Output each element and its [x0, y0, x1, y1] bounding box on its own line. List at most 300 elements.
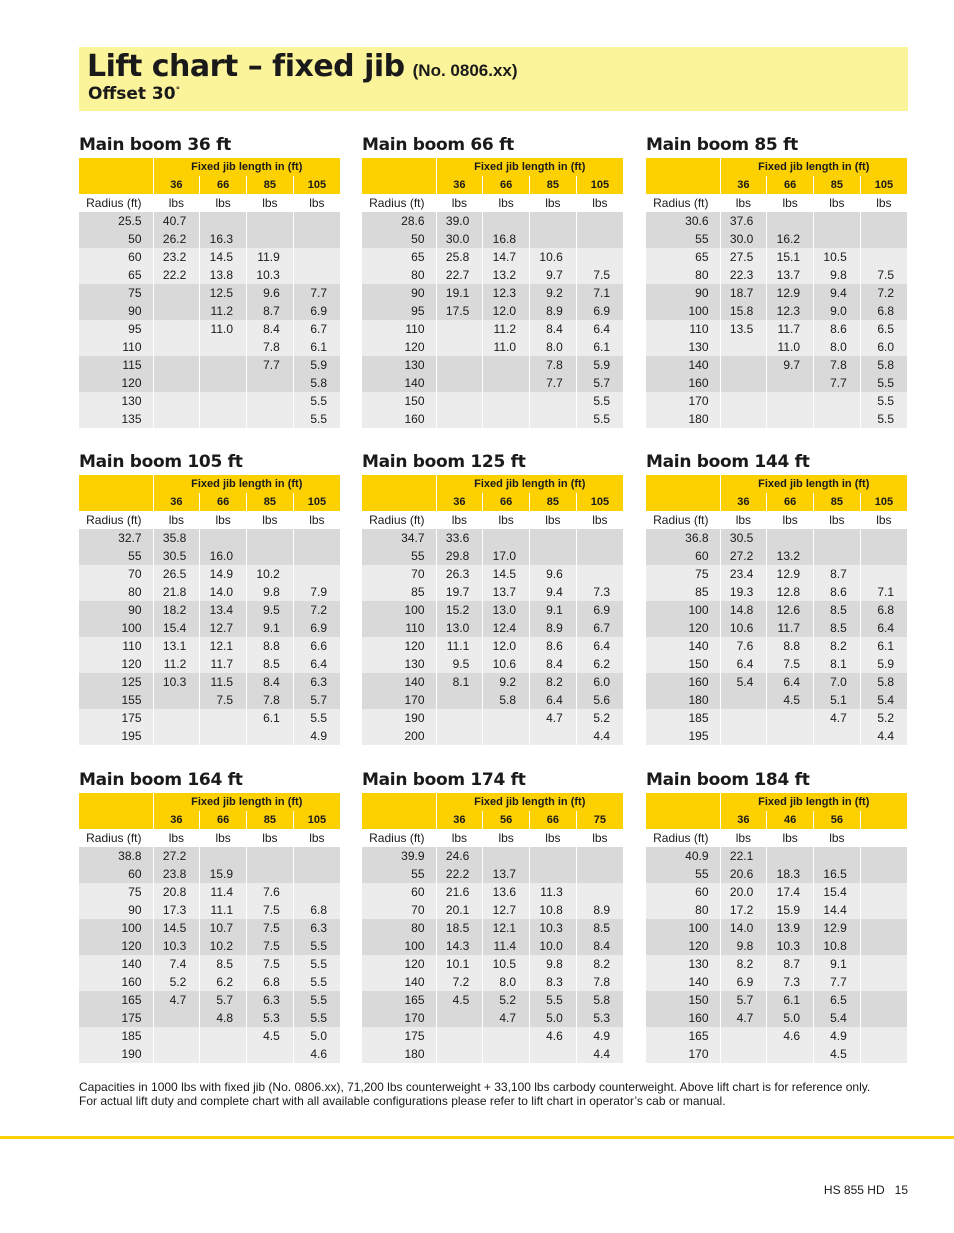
table-row: [646, 212, 907, 230]
capacity-cell: [860, 565, 907, 583]
radius-cell: 38.8: [79, 847, 153, 865]
capacity-cell: 7.9: [293, 583, 340, 601]
capacity-cell: 6.4: [530, 691, 577, 709]
radius-cell: 110: [362, 619, 436, 637]
radius-cell: 170: [646, 392, 720, 410]
capacity-cell: 30.0: [720, 230, 767, 248]
radius-cell: 70: [362, 901, 436, 919]
capacity-cell: [860, 973, 907, 991]
capacity-cell: 10.3: [153, 673, 200, 691]
radius-cell: 190: [79, 1045, 153, 1063]
jib-length-header: 85: [247, 811, 294, 829]
jib-length-header: 85: [530, 176, 577, 194]
unit-label: lbs: [814, 829, 861, 847]
capacity-cell: 12.1: [200, 637, 247, 655]
table-row: [79, 583, 340, 601]
radius-cell: 30.6: [646, 212, 720, 230]
fixed-jib-header: Fixed jib length in (ft): [153, 158, 340, 176]
lift-chart-block: [362, 134, 623, 428]
unit-label: lbs: [720, 194, 767, 212]
capacity-cell: 5.5: [860, 392, 907, 410]
capacity-cell: 4.9: [814, 1027, 861, 1045]
capacity-cell: 5.9: [293, 356, 340, 374]
jib-length-header: 66: [483, 176, 530, 194]
capacity-cell: 11.5: [200, 673, 247, 691]
radius-cell: 100: [646, 919, 720, 937]
radius-cell: 95: [79, 320, 153, 338]
capacity-cell: [483, 529, 530, 547]
capacity-cell: [483, 212, 530, 230]
capacity-cell: [720, 338, 767, 356]
jib-length-header: 105: [293, 493, 340, 511]
capacity-cell: [483, 356, 530, 374]
capacity-cell: [860, 883, 907, 901]
radius-cell: 55: [362, 547, 436, 565]
capacity-cell: [720, 709, 767, 727]
capacity-cell: 6.9: [720, 973, 767, 991]
capacity-cell: 21.8: [153, 583, 200, 601]
jib-length-header: 66: [200, 811, 247, 829]
capacity-cell: 5.5: [860, 410, 907, 428]
header-spacer: [79, 475, 153, 493]
radius-cell: 140: [362, 973, 436, 991]
page-footer: [824, 1183, 908, 1197]
table-row: [79, 284, 340, 302]
capacity-cell: 10.3: [530, 919, 577, 937]
capacity-cell: 11.2: [483, 320, 530, 338]
capacity-cell: 12.7: [200, 619, 247, 637]
capacity-cell: [200, 1027, 247, 1045]
table-row: [79, 883, 340, 901]
table-row: [79, 937, 340, 955]
capacity-cell: 6.2: [576, 655, 623, 673]
capacity-cell: 6.0: [576, 673, 623, 691]
capacity-cell: 7.0: [814, 673, 861, 691]
table-row: [646, 619, 907, 637]
lift-chart-block: [646, 451, 907, 745]
capacity-cell: 6.9: [576, 601, 623, 619]
capacity-cell: 8.9: [530, 302, 577, 320]
table-row: [646, 883, 907, 901]
capacity-cell: 4.5: [814, 1045, 861, 1063]
capacity-cell: [576, 212, 623, 230]
table-row: [646, 1045, 907, 1063]
capacity-cell: 6.5: [860, 320, 907, 338]
radius-cell: 140: [646, 637, 720, 655]
table-row: [79, 248, 340, 266]
header-spacer: [79, 158, 153, 176]
capacity-cell: 12.3: [483, 284, 530, 302]
capacity-cell: 8.2: [814, 637, 861, 655]
jib-length-header: 105: [860, 176, 907, 194]
radius-cell: 120: [79, 937, 153, 955]
capacity-cell: 6.1: [576, 338, 623, 356]
capacity-cell: [576, 883, 623, 901]
capacity-cell: 11.3: [530, 883, 577, 901]
capacity-cell: 9.8: [814, 266, 861, 284]
capacity-cell: [293, 547, 340, 565]
capacity-cell: [247, 727, 294, 745]
capacity-cell: 8.8: [247, 637, 294, 655]
table-row: [79, 673, 340, 691]
capacity-cell: 13.6: [483, 883, 530, 901]
footnote: [79, 1080, 919, 1108]
table-row: [646, 583, 907, 601]
capacity-cell: 6.0: [860, 338, 907, 356]
model-number: (No. 0806.xx): [412, 61, 518, 80]
unit-label: lbs: [247, 194, 294, 212]
table-row: [79, 709, 340, 727]
unit-label: lbs: [247, 829, 294, 847]
capacity-cell: [483, 1027, 530, 1045]
capacity-cell: [153, 302, 200, 320]
capacity-cell: 5.0: [530, 1009, 577, 1027]
capacity-cell: [767, 392, 814, 410]
capacity-cell: [153, 410, 200, 428]
capacity-cell: [814, 392, 861, 410]
capacity-cell: [814, 529, 861, 547]
table-row: [362, 1027, 623, 1045]
capacity-cell: [153, 727, 200, 745]
capacity-cell: [860, 955, 907, 973]
table-row: [362, 374, 623, 392]
table-row: [79, 601, 340, 619]
capacity-cell: [247, 212, 294, 230]
capacity-cell: [293, 529, 340, 547]
capacity-cell: 6.7: [576, 619, 623, 637]
capacity-cell: [200, 338, 247, 356]
jib-length-header: 36: [436, 811, 483, 829]
table-row: [362, 356, 623, 374]
lift-chart-block: [79, 134, 340, 428]
radius-cell: 175: [79, 709, 153, 727]
capacity-cell: 6.8: [293, 901, 340, 919]
capacity-cell: 11.2: [200, 302, 247, 320]
unit-label: lbs: [483, 194, 530, 212]
capacity-cell: [153, 1009, 200, 1027]
table-row: [362, 410, 623, 428]
table-row: [79, 1009, 340, 1027]
radius-cell: 90: [362, 284, 436, 302]
capacity-cell: [576, 565, 623, 583]
capacity-cell: 16.8: [483, 230, 530, 248]
capacity-cell: 7.7: [293, 284, 340, 302]
unit-label: lbs: [767, 194, 814, 212]
capacity-cell: 5.3: [576, 1009, 623, 1027]
capacity-cell: 10.8: [814, 937, 861, 955]
radius-cell: 135: [79, 410, 153, 428]
capacity-cell: 6.1: [767, 991, 814, 1009]
radius-cell: 60: [79, 865, 153, 883]
radius-cell: 65: [362, 248, 436, 266]
header-spacer: [646, 493, 720, 511]
capacity-cell: 9.8: [720, 937, 767, 955]
table-row: [362, 266, 623, 284]
header-spacer: [362, 475, 436, 493]
table-row: [362, 529, 623, 547]
capacity-cell: 17.5: [436, 302, 483, 320]
capacity-cell: [436, 1009, 483, 1027]
radius-cell: 160: [646, 374, 720, 392]
capacity-cell: 12.6: [767, 601, 814, 619]
capacity-cell: [720, 1045, 767, 1063]
jib-length-header: 66: [767, 176, 814, 194]
capacity-cell: 9.1: [814, 955, 861, 973]
unit-label: lbs: [767, 511, 814, 529]
capacity-cell: 17.4: [767, 883, 814, 901]
fixed-jib-header: Fixed jib length in (ft): [436, 475, 623, 493]
table-row: [79, 529, 340, 547]
table-row: [79, 374, 340, 392]
radius-cell: 110: [79, 637, 153, 655]
table-row: [79, 266, 340, 284]
radius-cell: 190: [362, 709, 436, 727]
radius-cell: 60: [646, 883, 720, 901]
table-row: [646, 392, 907, 410]
capacity-cell: 40.7: [153, 212, 200, 230]
capacity-cell: [436, 691, 483, 709]
capacity-cell: 11.9: [247, 248, 294, 266]
radius-cell: 185: [646, 709, 720, 727]
lift-table: [646, 475, 907, 745]
capacity-cell: [293, 266, 340, 284]
capacity-cell: 14.0: [720, 919, 767, 937]
header-spacer: [79, 793, 153, 811]
radius-cell: 170: [362, 1009, 436, 1027]
lift-table: [362, 475, 623, 745]
table-row: [646, 865, 907, 883]
capacity-cell: 14.4: [814, 901, 861, 919]
unit-label: lbs: [247, 511, 294, 529]
unit-label: lbs: [530, 511, 577, 529]
radius-cell: 60: [79, 248, 153, 266]
table-row: [646, 565, 907, 583]
capacity-cell: [530, 230, 577, 248]
capacity-cell: [860, 1045, 907, 1063]
capacity-cell: 4.7: [483, 1009, 530, 1027]
capacity-cell: [247, 847, 294, 865]
capacity-cell: [767, 727, 814, 745]
capacity-cell: 14.8: [720, 601, 767, 619]
capacity-cell: 22.2: [436, 865, 483, 883]
header-spacer: [646, 158, 720, 176]
table-row: [79, 655, 340, 673]
degree-symbol: °: [175, 86, 181, 96]
table-row: [362, 248, 623, 266]
capacity-cell: 11.7: [767, 619, 814, 637]
capacity-cell: 5.5: [293, 937, 340, 955]
unit-label: lbs: [153, 194, 200, 212]
capacity-cell: 5.5: [293, 1009, 340, 1027]
capacity-cell: [530, 392, 577, 410]
radius-cell: 185: [79, 1027, 153, 1045]
fixed-jib-header: Fixed jib length in (ft): [720, 475, 907, 493]
radius-cell: 100: [646, 302, 720, 320]
chart-title: Main boom 85 ft: [646, 135, 798, 155]
capacity-cell: 15.9: [200, 865, 247, 883]
capacity-cell: 9.1: [247, 619, 294, 637]
capacity-cell: [860, 230, 907, 248]
capacity-cell: 5.8: [576, 991, 623, 1009]
jib-length-header: 66: [483, 493, 530, 511]
unit-label: lbs: [860, 511, 907, 529]
lift-table: [362, 158, 623, 428]
jib-length-header: 36: [720, 176, 767, 194]
radius-cell: 120: [646, 937, 720, 955]
radius-cell: 160: [79, 973, 153, 991]
unit-label: lbs: [293, 511, 340, 529]
capacity-cell: 18.3: [767, 865, 814, 883]
capacity-cell: 8.9: [576, 901, 623, 919]
capacity-cell: 22.7: [436, 266, 483, 284]
capacity-cell: 17.3: [153, 901, 200, 919]
capacity-cell: [576, 547, 623, 565]
capacity-cell: [530, 529, 577, 547]
capacity-cell: [576, 847, 623, 865]
capacity-cell: [247, 410, 294, 428]
jib-length-header: 36: [153, 493, 200, 511]
capacity-cell: [530, 547, 577, 565]
capacity-cell: 23.2: [153, 248, 200, 266]
table-row: [646, 248, 907, 266]
capacity-cell: 4.8: [200, 1009, 247, 1027]
radius-header: Radius (ft): [362, 829, 436, 847]
capacity-cell: 11.4: [483, 937, 530, 955]
lift-table: [79, 793, 340, 1063]
capacity-cell: 6.4: [720, 655, 767, 673]
capacity-cell: 5.4: [720, 673, 767, 691]
header-spacer: [646, 176, 720, 194]
radius-cell: 175: [79, 1009, 153, 1027]
capacity-cell: [200, 212, 247, 230]
radius-cell: 195: [79, 727, 153, 745]
capacity-cell: 27.2: [153, 847, 200, 865]
capacity-cell: 5.0: [767, 1009, 814, 1027]
table-row: [79, 637, 340, 655]
radius-cell: 110: [646, 320, 720, 338]
page-title-line: [87, 49, 518, 84]
capacity-cell: 12.8: [767, 583, 814, 601]
capacity-cell: 8.6: [530, 637, 577, 655]
capacity-cell: 30.5: [153, 547, 200, 565]
capacity-cell: 7.3: [576, 583, 623, 601]
capacity-cell: 12.0: [483, 302, 530, 320]
capacity-cell: [153, 320, 200, 338]
capacity-cell: [200, 410, 247, 428]
table-row: [362, 655, 623, 673]
radius-cell: 120: [79, 374, 153, 392]
radius-cell: 180: [362, 1045, 436, 1063]
capacity-cell: [483, 1045, 530, 1063]
capacity-cell: 8.5: [814, 601, 861, 619]
capacity-cell: [860, 919, 907, 937]
table-row: [646, 601, 907, 619]
capacity-cell: [436, 320, 483, 338]
capacity-cell: 19.3: [720, 583, 767, 601]
capacity-cell: 13.7: [767, 266, 814, 284]
header-spacer: [362, 793, 436, 811]
radius-cell: 150: [646, 991, 720, 1009]
capacity-cell: [247, 1045, 294, 1063]
capacity-cell: [293, 847, 340, 865]
capacity-cell: 5.9: [860, 655, 907, 673]
unit-label: lbs: [530, 829, 577, 847]
capacity-cell: 9.8: [247, 583, 294, 601]
radius-cell: 55: [362, 865, 436, 883]
capacity-cell: 4.4: [576, 727, 623, 745]
capacity-cell: 6.3: [293, 919, 340, 937]
capacity-cell: 6.4: [576, 637, 623, 655]
radius-cell: 155: [79, 691, 153, 709]
table-row: [362, 547, 623, 565]
capacity-cell: 7.2: [860, 284, 907, 302]
capacity-cell: [153, 356, 200, 374]
capacity-cell: 9.4: [814, 284, 861, 302]
jib-length-header: 36: [153, 811, 200, 829]
capacity-cell: [247, 529, 294, 547]
radius-cell: 160: [646, 673, 720, 691]
capacity-cell: 5.9: [576, 356, 623, 374]
capacity-cell: [860, 847, 907, 865]
capacity-cell: [720, 374, 767, 392]
capacity-cell: 4.6: [767, 1027, 814, 1045]
capacity-cell: 5.2: [483, 991, 530, 1009]
capacity-cell: [483, 727, 530, 745]
capacity-cell: 8.9: [530, 619, 577, 637]
footnote-line-2: For actual lift duty and complete chart with all available configurations please refer to lift chart in operator’s cab or manual.: [79, 1094, 726, 1108]
capacity-cell: 12.0: [483, 637, 530, 655]
capacity-cell: [200, 392, 247, 410]
radius-cell: 140: [362, 374, 436, 392]
capacity-cell: 9.5: [436, 655, 483, 673]
header-spacer: [79, 176, 153, 194]
capacity-cell: 11.0: [200, 320, 247, 338]
header-spacer: [646, 793, 720, 811]
radius-cell: 140: [646, 356, 720, 374]
radius-cell: 75: [79, 284, 153, 302]
capacity-cell: [200, 1045, 247, 1063]
capacity-cell: [860, 1009, 907, 1027]
chart-title: Main boom 184 ft: [646, 770, 810, 790]
jib-length-header: 85: [814, 493, 861, 511]
capacity-cell: 16.2: [767, 230, 814, 248]
capacity-cell: 5.2: [153, 973, 200, 991]
unit-label: lbs: [436, 511, 483, 529]
capacity-cell: 5.5: [293, 991, 340, 1009]
radius-cell: 140: [79, 955, 153, 973]
capacity-cell: 16.3: [200, 230, 247, 248]
capacity-cell: 13.4: [200, 601, 247, 619]
table-row: [362, 338, 623, 356]
capacity-cell: 6.4: [293, 655, 340, 673]
chart-title: Main boom 174 ft: [362, 770, 526, 790]
capacity-cell: 8.5: [814, 619, 861, 637]
capacity-cell: [436, 709, 483, 727]
capacity-cell: [720, 410, 767, 428]
title-band: [79, 47, 908, 111]
capacity-cell: [436, 392, 483, 410]
capacity-cell: [720, 356, 767, 374]
radius-cell: 120: [362, 955, 436, 973]
capacity-cell: 29.8: [436, 547, 483, 565]
table-row: [79, 919, 340, 937]
radius-cell: 165: [362, 991, 436, 1009]
capacity-cell: 4.7: [814, 709, 861, 727]
capacity-cell: 17.0: [483, 547, 530, 565]
table-row: [362, 691, 623, 709]
radius-cell: 120: [362, 338, 436, 356]
table-row: [362, 901, 623, 919]
